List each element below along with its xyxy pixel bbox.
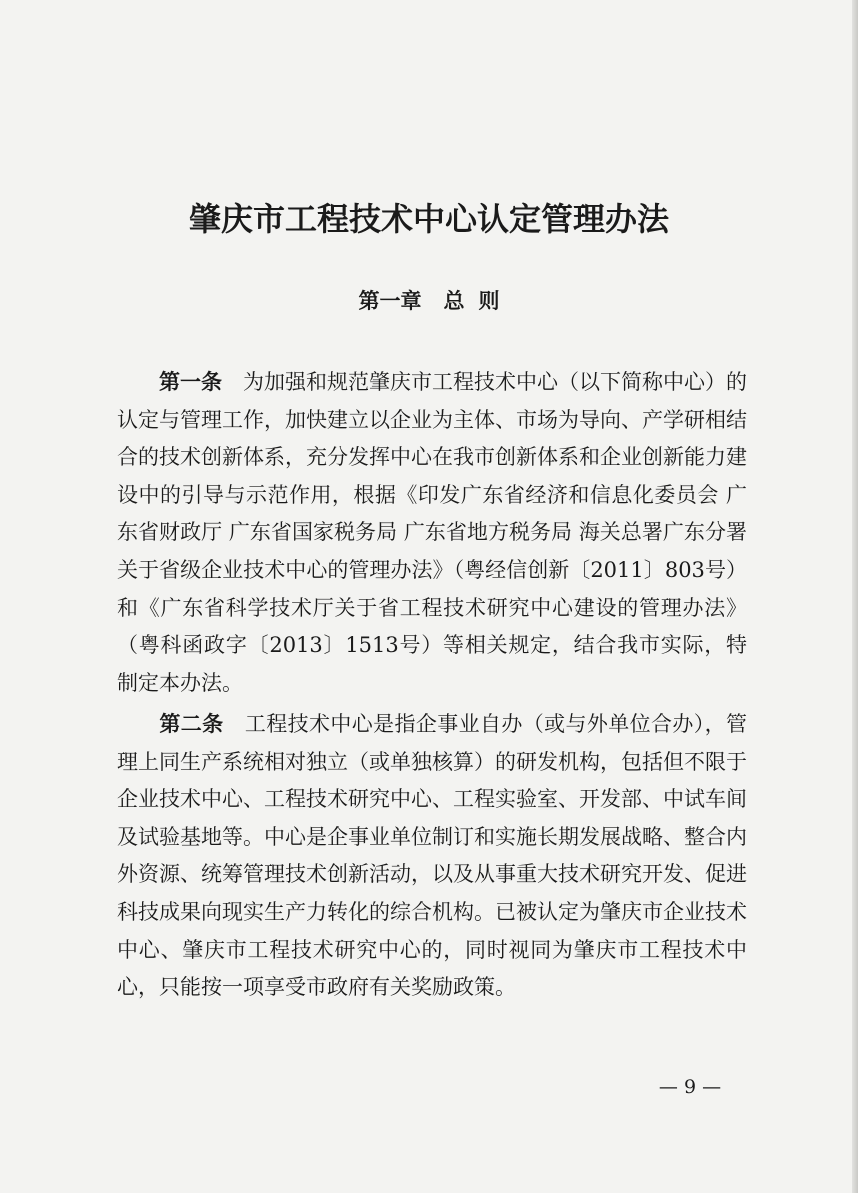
article-2-text: 工程技术中心是指企事业自办（或与外单位合办），管理上同生产系统相对独立（或单独核算）的研发机构，包括但不限于企业技术中心、工程技术研究中心、工程实验室、开发部、中试车间及试验基地等。中心是企事业单位制订和实施长期发展战略、整合内外资源、统筹管理技术创新活动，以及从事重大技术研究开发、促进科技成果向现实生产力转化的综合机构。已被认定为肇庆市企业技术中心、肇庆市工程技术研究中心的，同时视同为肇庆市工程技术中心，只能按一项享受市政府有关奖励政策。 <box>117 712 747 1000</box>
article-2-label: 第二条 <box>159 712 224 736</box>
article-2 <box>117 706 747 1007</box>
article-1-text: 为加强和规范肇庆市工程技术中心（以下简称中心）的认定与管理工作，加快建立以企业为主体、市场为导向、产学研相结合的技术创新体系，充分发挥中心在我市创新体系和企业创新能力建设中的引导与示范作用，根据《印发广东省经济和信息化委员会 广东省财政厅 广东省国家税务局 广东省地方税务局 海关总署广东分署关于省级企业技术中心的管理办法》（粤经信创新〔2011〕803号）和《广东省科学技术厅关于省工程技术研究中心建设的管理办法》（粤科函政字〔2013〕1513号）等相关规定，结合我市实际，特制定本办法。 <box>117 370 747 695</box>
chapter-heading <box>0 285 858 315</box>
chapter-number: 第一章 <box>358 288 422 313</box>
page-edge-shadow <box>852 0 858 1193</box>
page-number: — 9 — <box>658 1076 722 1098</box>
chapter-title-char-1: 总 <box>443 288 465 313</box>
article-1 <box>117 364 747 702</box>
chapter-title-char-2: 则 <box>478 288 500 313</box>
document-title: 肇庆市工程技术中心认定管理办法 <box>188 200 669 238</box>
article-1-label: 第一条 <box>159 370 222 394</box>
